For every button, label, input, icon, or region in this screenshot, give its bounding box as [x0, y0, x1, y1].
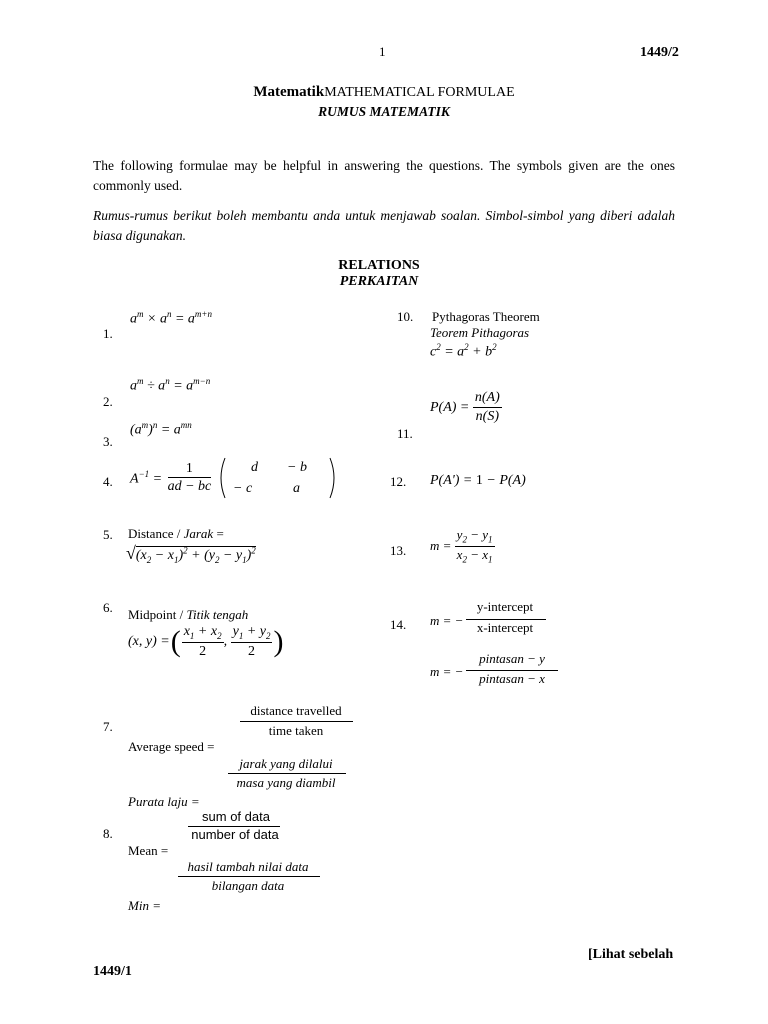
formula-8-bar-ms — [178, 876, 320, 877]
formula-8-denominator: number of data — [191, 827, 279, 842]
formula-7-number: 7. — [103, 719, 113, 734]
formula-14-number: 14. — [390, 617, 407, 632]
section-subtitle: PERKAITAN — [339, 274, 419, 289]
formula-5-label: Distance / Jarak = — [128, 526, 224, 541]
title-main: MATHEMATICAL FORMULAE — [324, 85, 515, 100]
footer-turn-over: [Lihat sebelah — [588, 947, 674, 962]
formula-2-number: 2. — [103, 394, 113, 409]
formula-3: $(a^m)^n = a^{mn}$ — [130, 420, 192, 438]
formula-14-numerator: y-intercept — [476, 599, 534, 614]
formula-7-denominator: time taken — [268, 723, 324, 738]
formula-11-number: 11. — [397, 426, 413, 441]
svg-text:− b: − b — [287, 460, 308, 475]
formula-7-numerator: distance travelled — [250, 703, 342, 718]
formula-11: P(A) = $\frac{n(A)}{n(S)}$ — [430, 390, 500, 425]
formula-1-number: 1. — [103, 326, 113, 341]
title-prefix: Matematik — [253, 84, 325, 100]
formula-14-m-ms: m = − — [430, 664, 464, 679]
formula-13: m = $\frac{y_2 - y_1}{x_2 - x_1}$ — [430, 527, 493, 565]
formula-8-number: 8. — [103, 826, 113, 841]
formula-12-number: 12. — [390, 474, 407, 489]
svg-text:d: d — [251, 460, 259, 475]
formula-14-denominator: x-intercept — [476, 620, 534, 635]
svg-text:a: a — [293, 481, 301, 496]
formula-1: $a^m \times a^n = a^{m+n}$ — [130, 309, 212, 327]
formula-12: P(A') = 1 − P(A) — [430, 473, 526, 488]
page-number: 1 — [379, 44, 386, 59]
footer-code: 1449/1 — [93, 964, 132, 979]
formula-8-numerator-ms: hasil tambah nilai data — [187, 859, 309, 874]
formula-14-denominator-ms: pintasan − x — [479, 671, 545, 686]
formula-8-denominator-ms: bilangan data — [211, 878, 285, 893]
formula-14-numerator-ms: pintasan − y — [479, 651, 545, 666]
formula-10-label-ms: Teorem Pithagoras — [430, 325, 530, 340]
formula-5: $√(x_2 - x_1)^2 + (y_2 - y_1)^2$ — [126, 543, 256, 565]
formula-2: $a^m \div a^n = a^{m-n}$ — [130, 376, 211, 394]
formula-8-label-ms: Min = — [128, 898, 161, 913]
formula-6-label: Midpoint / Titik tengah — [128, 607, 249, 622]
formula-6-number: 6. — [103, 600, 113, 615]
formula-14-m: m = − — [430, 613, 464, 628]
formula-8-label: Mean = — [128, 843, 169, 858]
page-subtitle: RUMUS MATEMATIK — [318, 104, 450, 119]
formula-7-label-ms: Purata laju = — [128, 794, 200, 809]
formula-6: (x, y) = ( $\frac{x_1 + x_2}{2}$ , $\frac{y_1 + y_2}{2}$ ) — [128, 624, 284, 660]
formula-4-number: 4. — [103, 474, 113, 489]
formula-10-number: 10. — [397, 309, 414, 324]
intro-english: The following formulae may be helpful in answering the questions. The symbols given are the ones commonly used. — [93, 158, 675, 193]
page-title — [0, 84, 768, 101]
matrix — [215, 456, 340, 500]
formula-7-bar — [240, 721, 353, 722]
formula-7-bar-ms — [228, 773, 346, 774]
formula-3-number: 3. — [103, 434, 113, 449]
formula-7-label: Average speed = — [128, 739, 215, 754]
paper-code: 1449/2 — [640, 45, 679, 60]
formula-4: $A^{-1}$ = $\frac{1}{ad - bc}$ d − b − c a — [130, 456, 340, 500]
intro-malay: Rumus-rumus berikut boleh membantu anda untuk menjawab soalan. Simbol-simbol yang diberi adalah biasa digunakan. — [93, 208, 675, 243]
formula-5-number: 5. — [103, 527, 113, 542]
formula-10-label: Pythagoras Theorem — [432, 309, 540, 324]
formula-7-numerator-ms: jarak yang dilalui — [239, 756, 333, 771]
formula-8-numerator: sum of data — [202, 809, 270, 824]
svg-text:− c: − c — [233, 481, 253, 496]
formula-7-denominator-ms: masa yang diambil — [236, 775, 336, 790]
formula-13-number: 13. — [390, 543, 407, 558]
section-title: RELATIONS — [338, 258, 420, 273]
formula-10: $c^2 = a^2 + b^2$ — [430, 342, 497, 360]
